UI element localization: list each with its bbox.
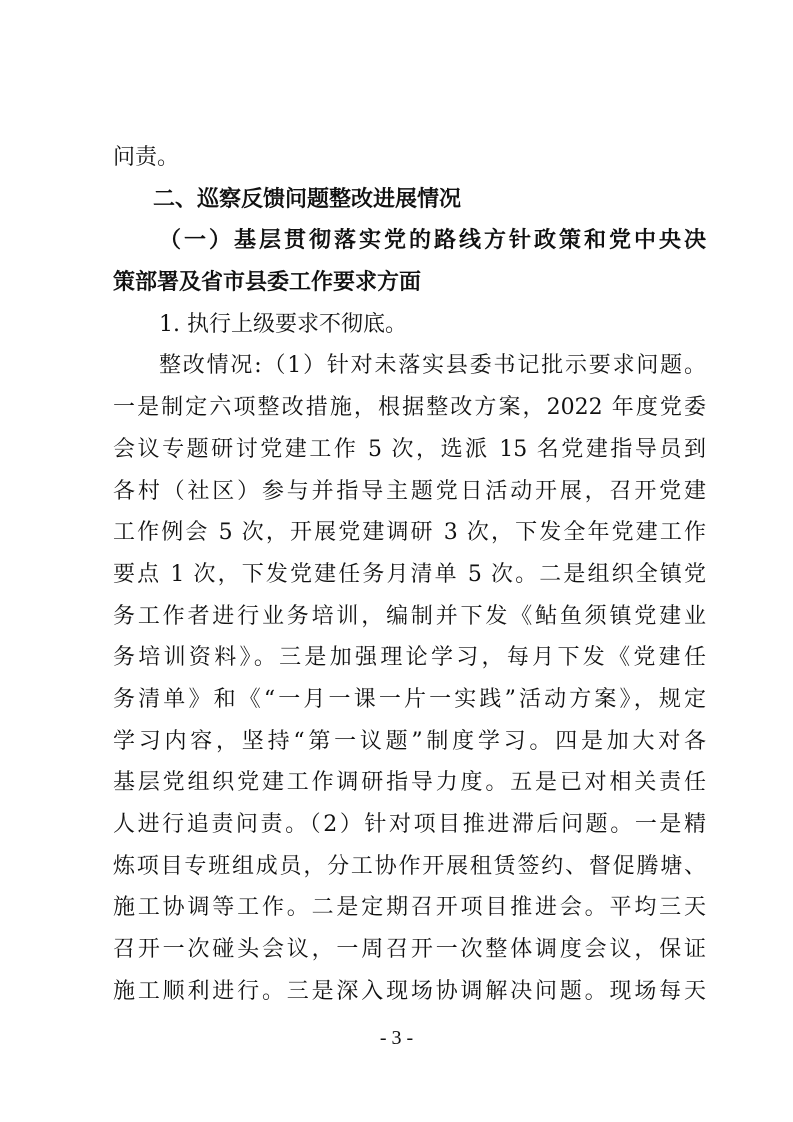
- document-body: [113, 137, 706, 1012]
- text-line: 各村（社区）参与并指导主题党日活动开展，召开党建: [113, 478, 706, 504]
- section-heading: 二、巡察反馈问题整改进展情况: [153, 186, 462, 212]
- text-line: 炼项目专班组成员，分工协作开展租赁签约、督促腾塘、: [113, 853, 706, 879]
- page-number: - 3 -: [379, 1027, 414, 1049]
- text-line: 整改情况:（1）针对未落实县委书记批示要求问题。: [159, 353, 706, 379]
- subsection-heading-cont: 策部署及省市县委工作要求方面: [113, 269, 422, 296]
- text-line: 务培训资料》。三是加强理论学习，每月下发《党建任: [113, 645, 706, 671]
- text-line: 一是制定六项整改措施，根据整改方案，2022 年度党委: [113, 395, 706, 421]
- text-line: 施工顺利进行。三是深入现场协调解决问题。现场每天: [113, 978, 706, 1004]
- text-line: 人进行追责问责。（2）针对项目推进滞后问题。一是精: [113, 812, 706, 837]
- subsection-heading: （一）基层贯彻落实党的路线方针政策和党中央决: [159, 227, 706, 254]
- text-line: 基层党组织党建工作调研指导力度。五是已对相关责任: [113, 770, 706, 796]
- text-line: 务工作者进行业务培训，编制并下发《鲇鱼须镇党建业: [113, 603, 706, 629]
- text-line: 要点 1 次，下发党建任务月清单 5 次。二是组织全镇党: [113, 561, 706, 587]
- text-line: 召开一次碰头会议，一周召开一次整体调度会议，保证: [113, 937, 706, 963]
- item-heading: 1. 执行上级要求不彻底。: [159, 311, 407, 337]
- text-line: 务清单》和《“一月一课一片一实践”活动方案》，规定: [113, 686, 706, 712]
- text-line: 施工协调等工作。二是定期召开项目推进会。平均三天: [113, 895, 706, 921]
- text-line: 学习内容，坚持“第一议题”制度学习。四是加大对各: [113, 728, 706, 754]
- text-line: 会议专题研讨党建工作 5 次，选派 15 名党建指导员到: [113, 436, 706, 462]
- text-line: 工作例会 5 次，开展党建调研 3 次，下发全年党建工作: [113, 520, 706, 546]
- text-line: 问责。: [113, 145, 180, 170]
